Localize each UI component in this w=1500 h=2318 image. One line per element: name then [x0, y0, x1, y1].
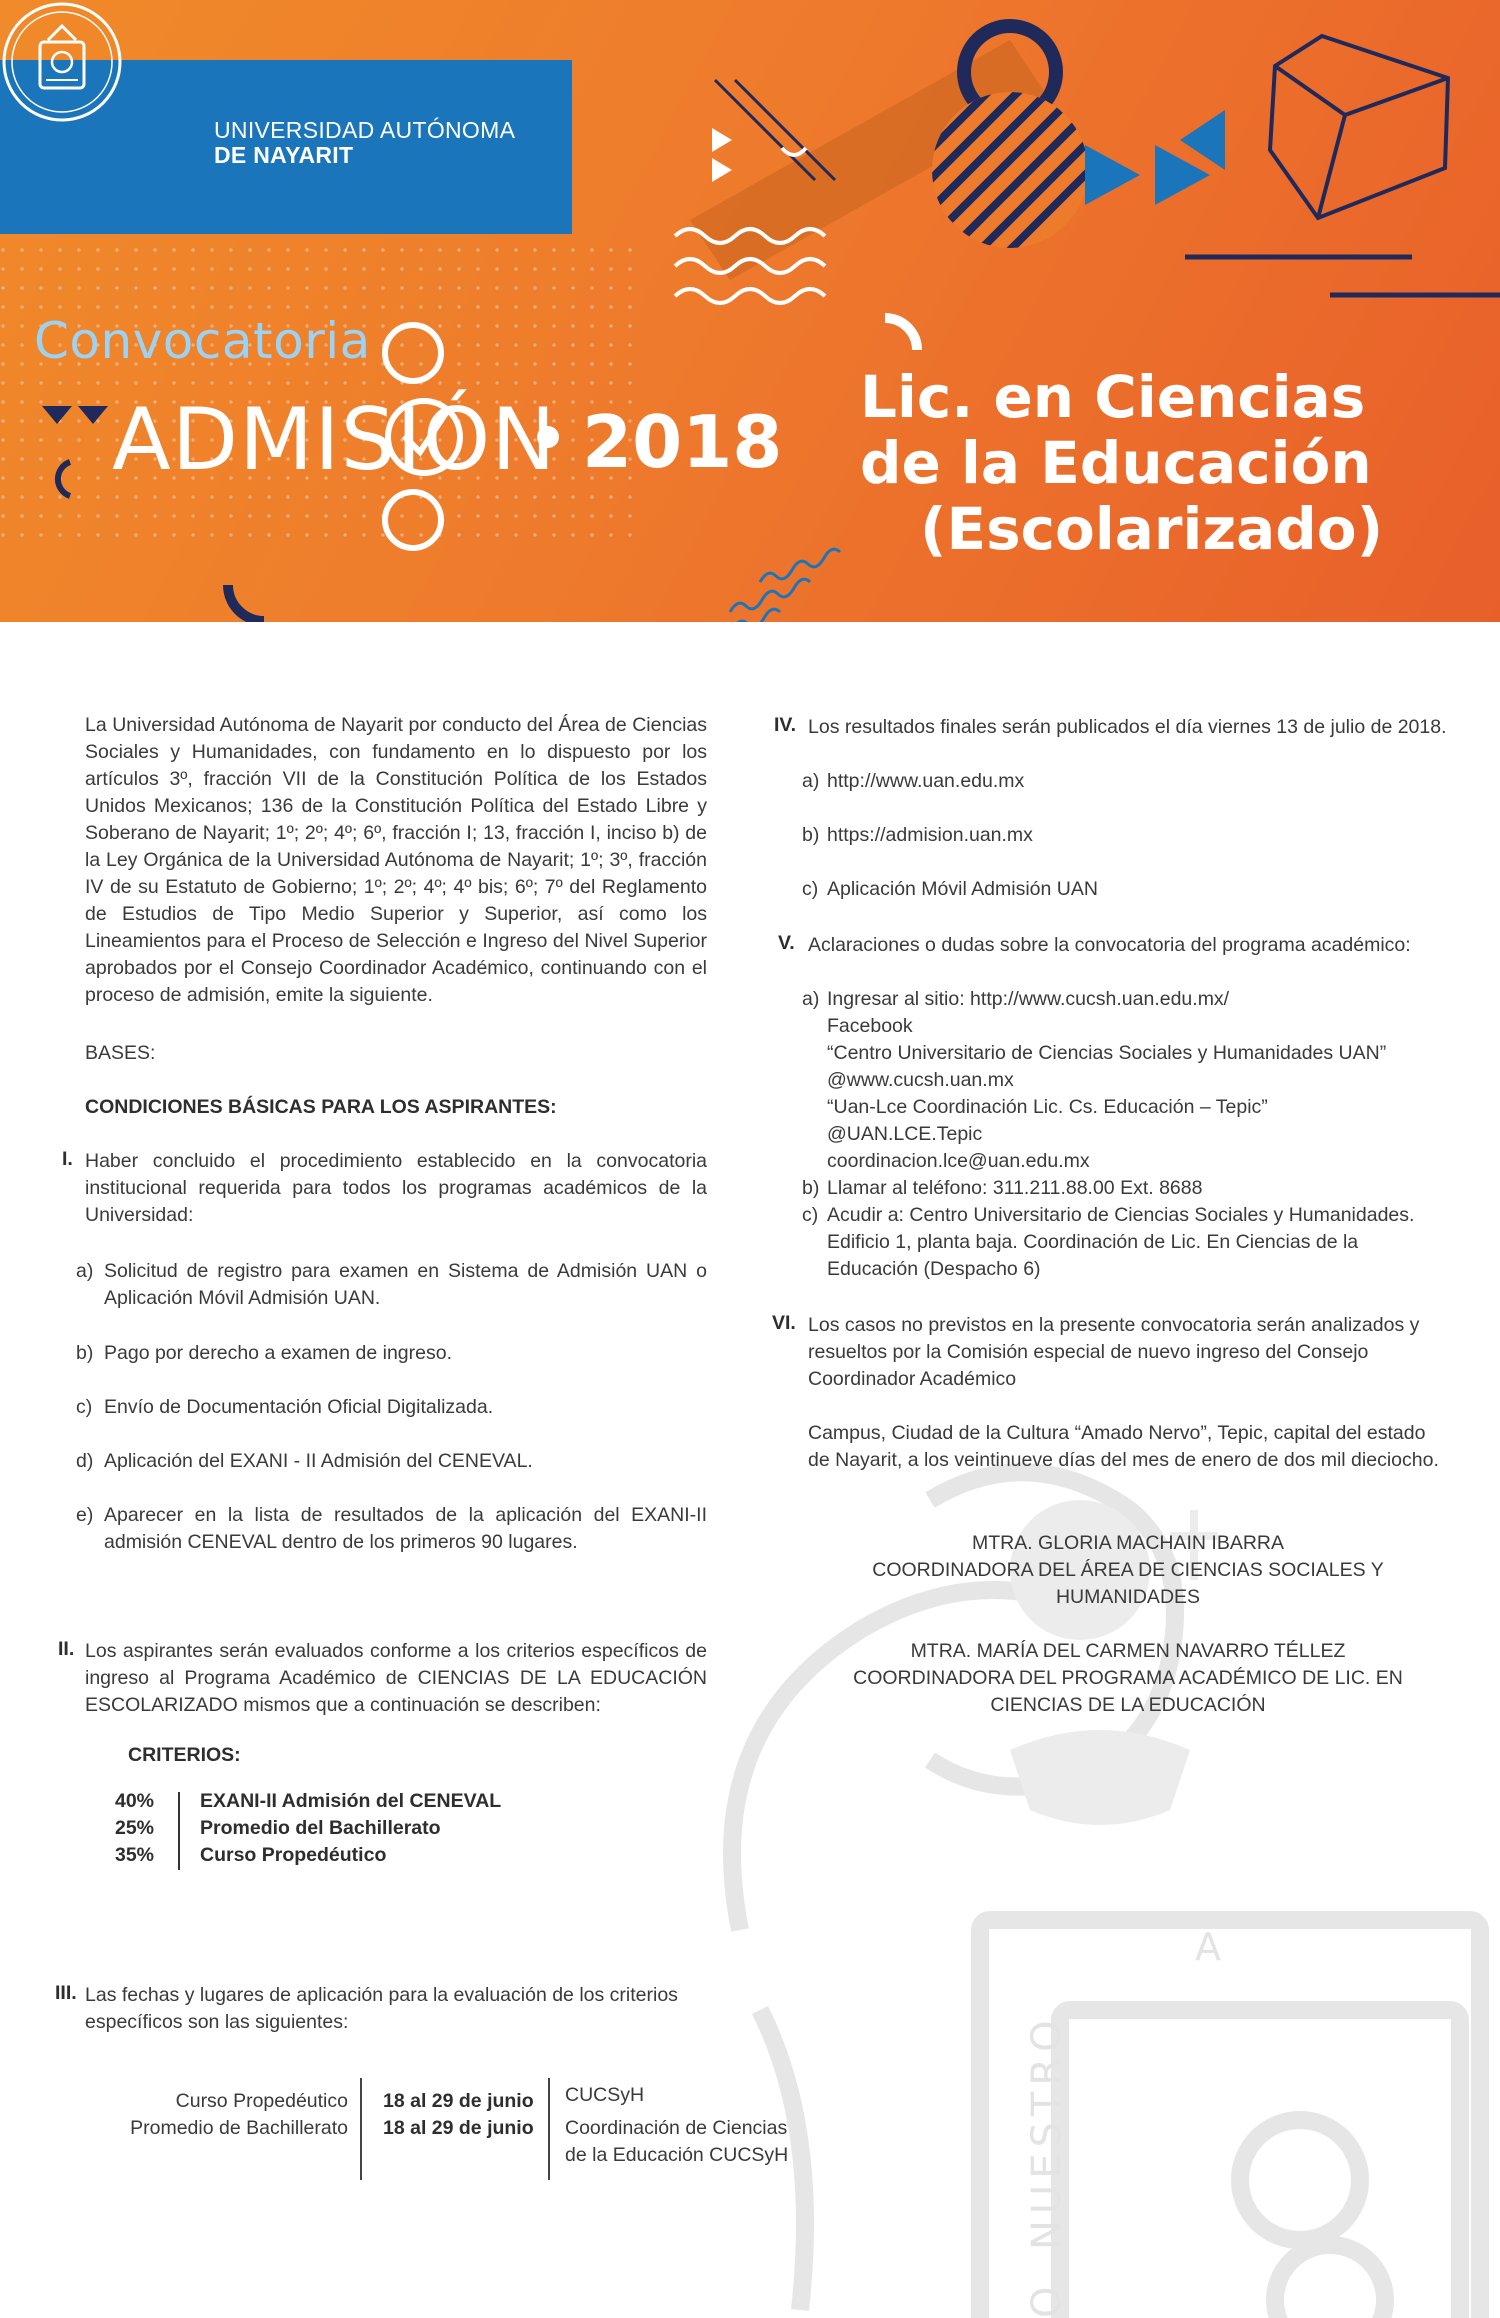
criterion-3-label: Curso Propedéutico	[200, 1844, 387, 1866]
section-1-item-a: Solicitud de registro para examen en Sistema de Admisión UAN o Aplicación Móvil Admisión UAN.	[104, 1260, 707, 1309]
section-4-text: Los resultados finales serán publicados el día viernes 13 de julio de 2018.	[808, 716, 1447, 738]
section-5-item-a-letter: a)	[802, 988, 820, 1010]
watermark-letter-a: A	[1195, 1925, 1221, 1969]
white-arc	[782, 148, 806, 155]
schedule-place-line3: de la Educación CUCSyH	[565, 2144, 789, 2166]
convocatoria-title: Convocatoria	[34, 312, 371, 370]
university-seal-icon	[0, 0, 124, 124]
signature-1-role-line2: HUMANIDADES	[1055, 1586, 1201, 1608]
schedule-place-line1: CUCSyH	[565, 2084, 645, 2106]
signature-1-name: MTRA. GLORIA MACHAIN IBARRA	[971, 1532, 1285, 1554]
intro-paragraph: La Universidad Autónoma de Nayarit por conducto del Área de Ciencias Sociales y Humanidades, con fundamento en lo dispuesto por los artículos 3º, fracción VII de la Constitución Política de los Estados Unidos Mexicanos; 136 de la Constitución Política del Estado Libre y Soberano de Nayarit; 1º; 2º; 4º; 6º, fracción I; 13, fracción I, inciso b) de la Ley Orgánica de la Universidad Autónoma de Nayarit; 1º; 3º, fracción IV de su Estatuto de Gobierno; 1º; 2º; 4º; 4º bis; 6º; 7º del Reglamento de Estudios de Tipo Medio Superior y Superior, así como los Lineamientos para el Proceso de Selección e Ingreso del Nivel Superior aprobados por el Consejo Coordinador Académico, continuando con el proceso de admisión, emite la siguiente.	[85, 714, 707, 1006]
section-1-item-c: Envío de Documentación Oficial Digitalizada.	[104, 1396, 494, 1418]
section-4-item-a-letter: a)	[802, 770, 820, 792]
university-name	[214, 118, 515, 168]
cube-outline	[1270, 36, 1448, 218]
criterion-1-label: EXANI-II Admisión del CENEVAL	[200, 1790, 502, 1812]
section-1-item-c-letter: c)	[76, 1396, 93, 1418]
white-corner-arc	[885, 318, 917, 350]
criterion-2-percent: 25%	[114, 1817, 154, 1839]
section-5-item-c-letter: c)	[802, 1204, 819, 1226]
contact-address-line1: Acudir a: Centro Universitario de Ciencias Sociales y Humanidades.	[827, 1204, 1415, 1226]
schedule-criterion-1: Curso Propedéutico	[175, 2090, 348, 2112]
contact-address-line3: Educación (Despacho 6)	[827, 1258, 1041, 1280]
contact-email[interactable]: coordinacion.lce@uan.edu.mx	[827, 1150, 1090, 1172]
section-1-item-e: Aparecer en la lista de resultados de la aplicación del EXANI-II admisión CENEVAL dentro de los primeros 90 lugares.	[104, 1504, 707, 1553]
contact-facebook-page-1: “Centro Universitario de Ciencias Sociales y Humanidades UAN”	[827, 1042, 1387, 1064]
program-title	[860, 363, 1384, 563]
signature-2-role-line1: COORDINADORA DEL PROGRAMA ACADÉMICO DE LIC. EN	[853, 1667, 1403, 1689]
closing-paragraph: Campus, Ciudad de la Cultura “Amado Nervo”, Tepic, capital del estado de Nayarit, a los veintinueve días del mes de enero de dos mil dieciocho.	[808, 1422, 1439, 1471]
results-link-uan[interactable]: http://www.uan.edu.mx	[827, 770, 1025, 792]
university-name-line1: UNIVERSIDAD AUTÓNOMA	[214, 117, 516, 143]
section-4-item-c-letter: c)	[802, 878, 819, 900]
section-6-text: Los casos no previstos en la presente convocatoria serán analizados y resueltos por la Comisión especial de nuevo ingreso del Consejo Coordinador Académico	[808, 1314, 1420, 1390]
criteria-divider	[178, 1792, 180, 1870]
criteria-heading: CRITERIOS:	[128, 1744, 241, 1766]
section-1-item-b-letter: b)	[76, 1342, 94, 1364]
white-triangle	[712, 128, 732, 152]
section-1-item-a-letter: a)	[76, 1260, 94, 1282]
criterion-3-percent: 35%	[114, 1844, 154, 1866]
watermark-motto-end: O	[1024, 2286, 1070, 2318]
signature-1-role-line1: COORDINADORA DEL ÁREA DE CIENCIAS SOCIALES Y	[872, 1559, 1384, 1581]
bases-heading: BASES:	[85, 1042, 156, 1064]
schedule-dates-1: 18 al 29 de junio	[383, 2090, 534, 2112]
blue-triangles	[1085, 110, 1225, 205]
program-title-line1: Lic. en Ciencias	[860, 363, 1366, 431]
section-1-number: I.	[62, 1148, 73, 1170]
program-title-line3: (Escolarizado)	[920, 495, 1384, 563]
signature-2-role-line2: CIENCIAS DE LA EDUCACIÓN	[990, 1694, 1266, 1716]
section-1-item-d: Aplicación del EXANI - II Admisión del CENEVAL.	[104, 1450, 533, 1472]
conditions-heading: CONDICIONES BÁSICAS PARA LOS ASPIRANTES:	[85, 1096, 557, 1118]
section-3-number: III.	[55, 1982, 77, 2004]
section-1-item-e-letter: e)	[76, 1504, 94, 1526]
section-2-number: II.	[58, 1638, 75, 1660]
contact-facebook-handle-2[interactable]: @UAN.LCE.Tepic	[827, 1123, 983, 1145]
results-link-admision[interactable]: https://admision.uan.mx	[827, 824, 1033, 846]
signature-2-name: MTRA. MARÍA DEL CARMEN NAVARRO TÉLLEZ	[910, 1640, 1346, 1662]
contact-address-line2: Edificio 1, planta baja. Coordinación de Lic. En Ciencias de la	[827, 1231, 1359, 1253]
section-1-text: Haber concluido el procedimiento establecido en la convocatoria institucional requerida para todos los programas académicos de la Universidad:	[85, 1150, 707, 1226]
section-5-text: Aclaraciones o dudas sobre la convocatoria del programa académico:	[808, 934, 1411, 956]
admision-title: ADMISIÓN	[112, 390, 557, 490]
contact-phone: Llamar al teléfono: 311.211.88.00 Ext. 8688	[827, 1177, 1203, 1199]
section-5-number: V.	[778, 932, 795, 954]
blue-squiggles	[670, 549, 840, 622]
schedule-place-line2: Coordinación de Ciencias	[565, 2117, 788, 2139]
schedule-divider-2	[548, 2078, 550, 2180]
section-1-item-b: Pago por derecho a examen de ingreso.	[104, 1342, 452, 1364]
contact-facebook-handle-1[interactable]: @www.cucsh.uan.mx	[827, 1069, 1014, 1091]
admission-year: 2018	[582, 400, 783, 484]
section-4-number: IV.	[774, 714, 797, 736]
section-4-item-b-letter: b)	[802, 824, 820, 846]
schedule-dates-2: 18 al 29 de junio	[383, 2117, 534, 2139]
contact-facebook-label: Facebook	[827, 1015, 913, 1037]
contact-facebook-page-2: “Uan-Lce Coordinación Lic. Cs. Educación – Tepic”	[827, 1096, 1268, 1118]
section-1-item-d-letter: d)	[76, 1450, 94, 1472]
results-mobile-app: Aplicación Móvil Admisión UAN	[827, 878, 1098, 900]
watermark-motto: NUESTRO	[1024, 2014, 1070, 2250]
schedule-criterion-2: Promedio de Bachillerato	[130, 2117, 348, 2139]
criterion-2-label: Promedio del Bachillerato	[200, 1817, 441, 1839]
criterion-1-percent: 40%	[114, 1790, 154, 1812]
schedule-divider-1	[360, 2078, 362, 2180]
header-banner	[0, 0, 1500, 622]
university-name-line2: DE NAYARIT	[214, 142, 354, 168]
contact-website[interactable]: Ingresar al sitio: http://www.cucsh.uan.edu.mx/	[827, 988, 1230, 1010]
section-3-text: Las fechas y lugares de aplicación para la evaluación de los criterios específicos son las siguientes:	[85, 1984, 678, 2033]
section-2-text: Los aspirantes serán evaluados conforme a los criterios específicos de ingreso al Programa Académico de CIENCIAS DE LA EDUCACIÓN ESCOLARIZADO mismos que a continuación se describen:	[85, 1640, 707, 1716]
section-5-item-b-letter: b)	[802, 1177, 820, 1199]
program-title-line2: de la Educación	[860, 429, 1372, 497]
section-6-number: VI.	[772, 1312, 796, 1334]
